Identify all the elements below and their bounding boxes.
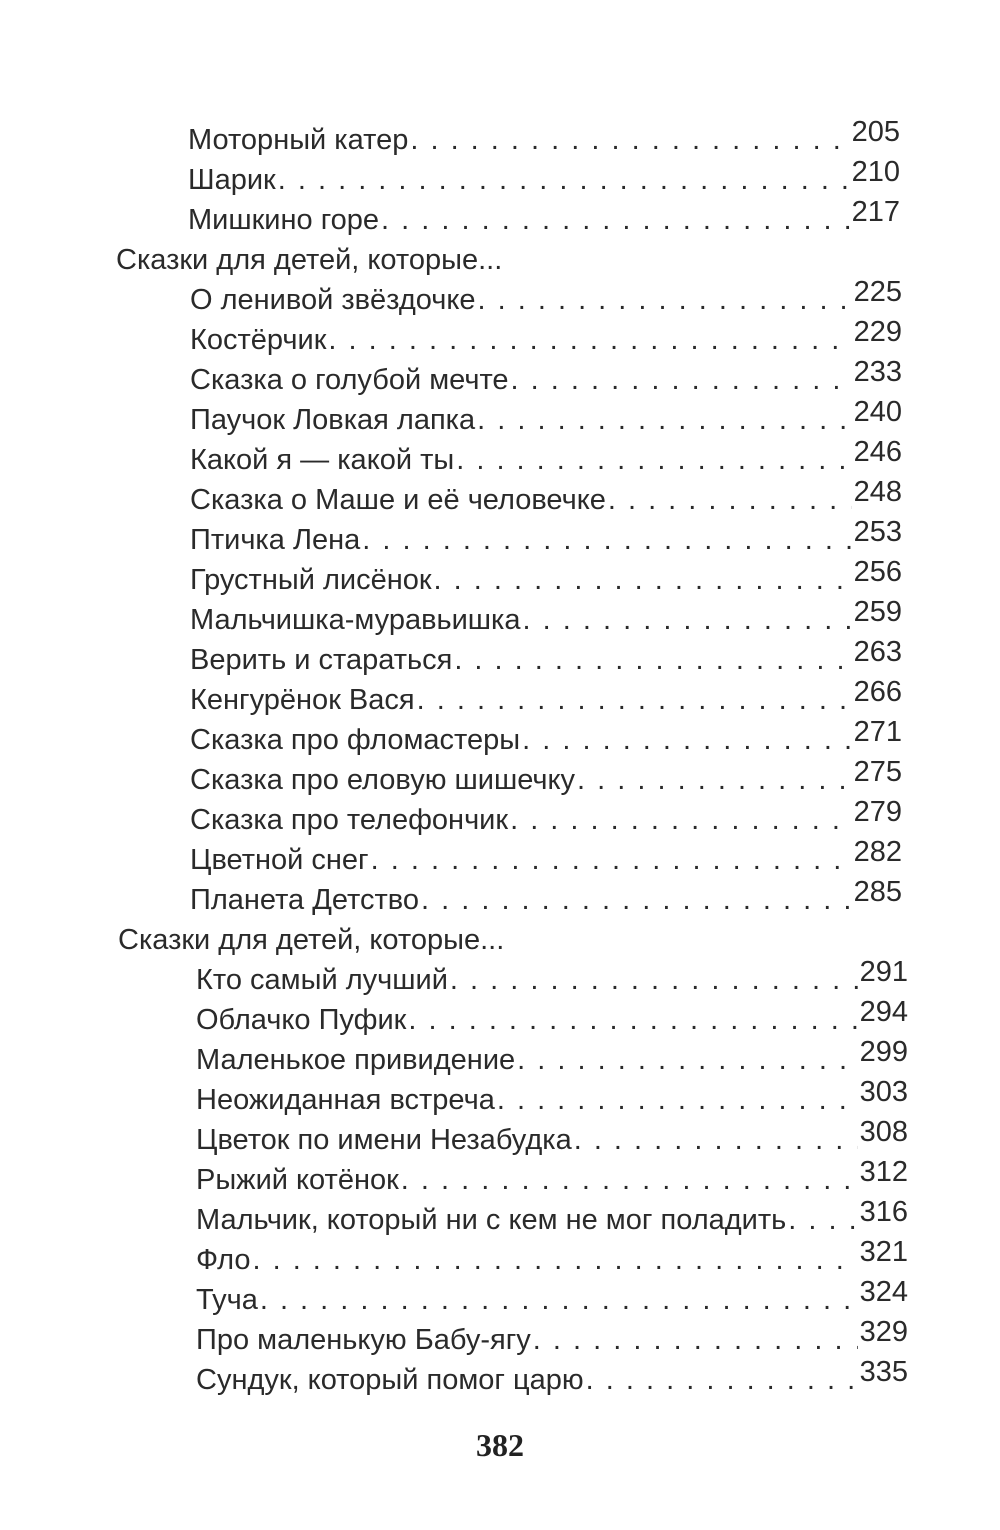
toc-entry-page: 210 xyxy=(851,156,900,188)
dot-leader xyxy=(328,320,851,360)
toc-entry-title: Верить и стараться xyxy=(190,644,453,676)
toc-entry-title: Сказка про фломастеры xyxy=(190,724,521,756)
section-heading: Сказки для детей, которые... xyxy=(116,244,503,276)
toc-entry-title: Птичка Лена xyxy=(190,524,361,556)
toc-entry xyxy=(190,796,902,840)
toc-entry xyxy=(196,1076,908,1120)
toc-entry-title: Моторный катер xyxy=(188,124,409,156)
dot-leader xyxy=(278,160,850,200)
dot-leader xyxy=(410,120,849,160)
toc-entry-title: Цветной снег xyxy=(190,844,369,876)
dot-leader xyxy=(511,360,852,400)
toc-entry-page: 329 xyxy=(859,1316,908,1348)
toc-entry-title: Неожиданная встреча xyxy=(196,1084,495,1116)
dot-leader xyxy=(522,720,851,760)
toc-entry-page: 240 xyxy=(853,396,902,428)
dot-leader xyxy=(456,440,851,480)
dot-leader xyxy=(586,1360,858,1400)
toc-entry-title: Мальчик, который ни с кем не мог поладить xyxy=(196,1204,787,1236)
toc-entry xyxy=(196,1276,908,1320)
toc-entry-title: Кенгурёнок Вася xyxy=(190,684,415,716)
toc-entry-page: 299 xyxy=(859,1036,908,1068)
toc-entry-title: Облачко Пуфик xyxy=(196,1004,407,1036)
toc-entry xyxy=(190,516,902,560)
toc-entry-title: Сказка о Маше и её человечке xyxy=(190,484,606,516)
toc-entry-title: Фло xyxy=(196,1244,251,1276)
toc-entry-page: 275 xyxy=(853,756,902,788)
dot-leader xyxy=(478,280,852,320)
toc-entry xyxy=(196,1316,908,1360)
toc-entry-page: 248 xyxy=(853,476,902,508)
toc-entry-page: 321 xyxy=(859,1236,908,1268)
toc-entry-title: Костёрчик xyxy=(190,324,327,356)
toc-entry xyxy=(188,116,900,160)
toc-entry xyxy=(190,676,902,720)
toc-entry-title: Туча xyxy=(196,1284,258,1316)
toc-entry xyxy=(190,436,902,480)
dot-leader xyxy=(450,960,858,1000)
page-number: 382 xyxy=(476,1427,524,1463)
toc-entry-page: 217 xyxy=(851,196,900,228)
toc-entry-title: Маленькое привидение xyxy=(196,1044,516,1076)
toc-entry xyxy=(188,156,900,200)
toc-entry-page: 308 xyxy=(859,1116,908,1148)
toc-entry xyxy=(196,1116,908,1160)
toc-entry-title: Планета Детство xyxy=(190,884,419,916)
dot-leader xyxy=(362,520,851,560)
toc-entry xyxy=(190,556,902,600)
toc-entry-page: 266 xyxy=(853,676,902,708)
toc-entry-page: 256 xyxy=(853,556,902,588)
dot-leader xyxy=(260,1280,858,1320)
dot-leader xyxy=(417,680,852,720)
toc-entry-title: Про маленькую Бабу-ягу xyxy=(196,1324,531,1356)
toc-entry-title: Шарик xyxy=(188,164,276,196)
toc-entry xyxy=(196,1156,908,1200)
toc-entry-title: Мишкино горе xyxy=(188,204,380,236)
toc-entry-title: Какой я — какой ты xyxy=(190,444,455,476)
toc-entry-title: Паучок Ловкая лапка xyxy=(190,404,476,436)
toc-entry-title: О ленивой звёздочке xyxy=(190,284,476,316)
toc-entry xyxy=(196,996,908,1040)
dot-leader xyxy=(252,1240,857,1280)
toc-entry-page: 259 xyxy=(853,596,902,628)
section-heading: Сказки для детей, которые... xyxy=(118,924,505,956)
toc-entry-page: 312 xyxy=(859,1156,908,1188)
dot-leader xyxy=(477,400,851,440)
toc-entry-title: Сказка о голубой мечте xyxy=(190,364,509,396)
dot-leader xyxy=(371,840,852,880)
toc-entry xyxy=(190,716,902,760)
toc-entry-title: Кто самый лучший xyxy=(196,964,448,996)
toc-entry-title: Грустный лисёнок xyxy=(190,564,432,596)
dot-leader xyxy=(434,560,852,600)
dot-leader xyxy=(510,800,852,840)
dot-leader xyxy=(788,1200,857,1240)
dot-leader xyxy=(454,640,851,680)
toc-entry-title: Мальчишка-муравьишка xyxy=(190,604,521,636)
toc-entry xyxy=(190,756,902,800)
dot-leader xyxy=(577,760,852,800)
dot-leader xyxy=(421,880,852,920)
toc-entry-page: 229 xyxy=(853,316,902,348)
toc-entry-title: Цветок по имени Незабудка xyxy=(196,1124,572,1156)
toc-entry-page: 285 xyxy=(853,876,902,908)
toc-entry xyxy=(190,396,902,440)
toc-entry-title: Сказка про телефончик xyxy=(190,804,509,836)
toc-entry xyxy=(190,276,902,320)
dot-leader xyxy=(574,1120,858,1160)
toc-entry-page: 282 xyxy=(853,836,902,868)
toc-entry-title: Рыжий котёнок xyxy=(196,1164,399,1196)
toc-entry-page: 225 xyxy=(853,276,902,308)
toc-entry xyxy=(190,836,902,880)
toc-entry xyxy=(190,316,902,360)
dot-leader xyxy=(533,1320,858,1360)
toc-entry xyxy=(190,476,902,520)
toc-entry xyxy=(190,596,902,640)
toc-entry xyxy=(190,876,902,920)
dot-leader xyxy=(523,600,852,640)
dot-leader xyxy=(381,200,850,240)
toc-entry-title: Сундук, который помог царю xyxy=(196,1364,584,1396)
dot-leader xyxy=(517,1040,857,1080)
toc-entry-page: 246 xyxy=(853,436,902,468)
toc-entry-page: 294 xyxy=(859,996,908,1028)
toc-entry xyxy=(196,1236,908,1280)
toc-entry xyxy=(190,636,902,680)
toc-entry-page: 316 xyxy=(859,1196,908,1228)
dot-leader xyxy=(608,480,852,520)
toc-entry xyxy=(196,1356,908,1400)
toc-entry-page: 263 xyxy=(853,636,902,668)
toc-entry-page: 279 xyxy=(853,796,902,828)
toc-entry-page: 271 xyxy=(853,716,902,748)
toc-entry-page: 291 xyxy=(859,956,908,988)
toc-entry-page: 303 xyxy=(859,1076,908,1108)
dot-leader xyxy=(497,1080,858,1120)
toc-entry-page: 335 xyxy=(859,1356,908,1388)
toc-entry xyxy=(196,1196,908,1240)
dot-leader xyxy=(408,1000,857,1040)
toc-entry-page: 205 xyxy=(851,116,900,148)
toc-entry xyxy=(188,196,900,240)
toc-entry-title: Сказка про еловую шишечку xyxy=(190,764,576,796)
toc-entry xyxy=(196,956,908,1000)
toc-entry-page: 324 xyxy=(859,1276,908,1308)
toc-entry-page: 253 xyxy=(853,516,902,548)
toc-entry-page: 233 xyxy=(853,356,902,388)
toc-entry xyxy=(190,356,902,400)
toc-entry xyxy=(196,1036,908,1080)
dot-leader xyxy=(401,1160,858,1200)
